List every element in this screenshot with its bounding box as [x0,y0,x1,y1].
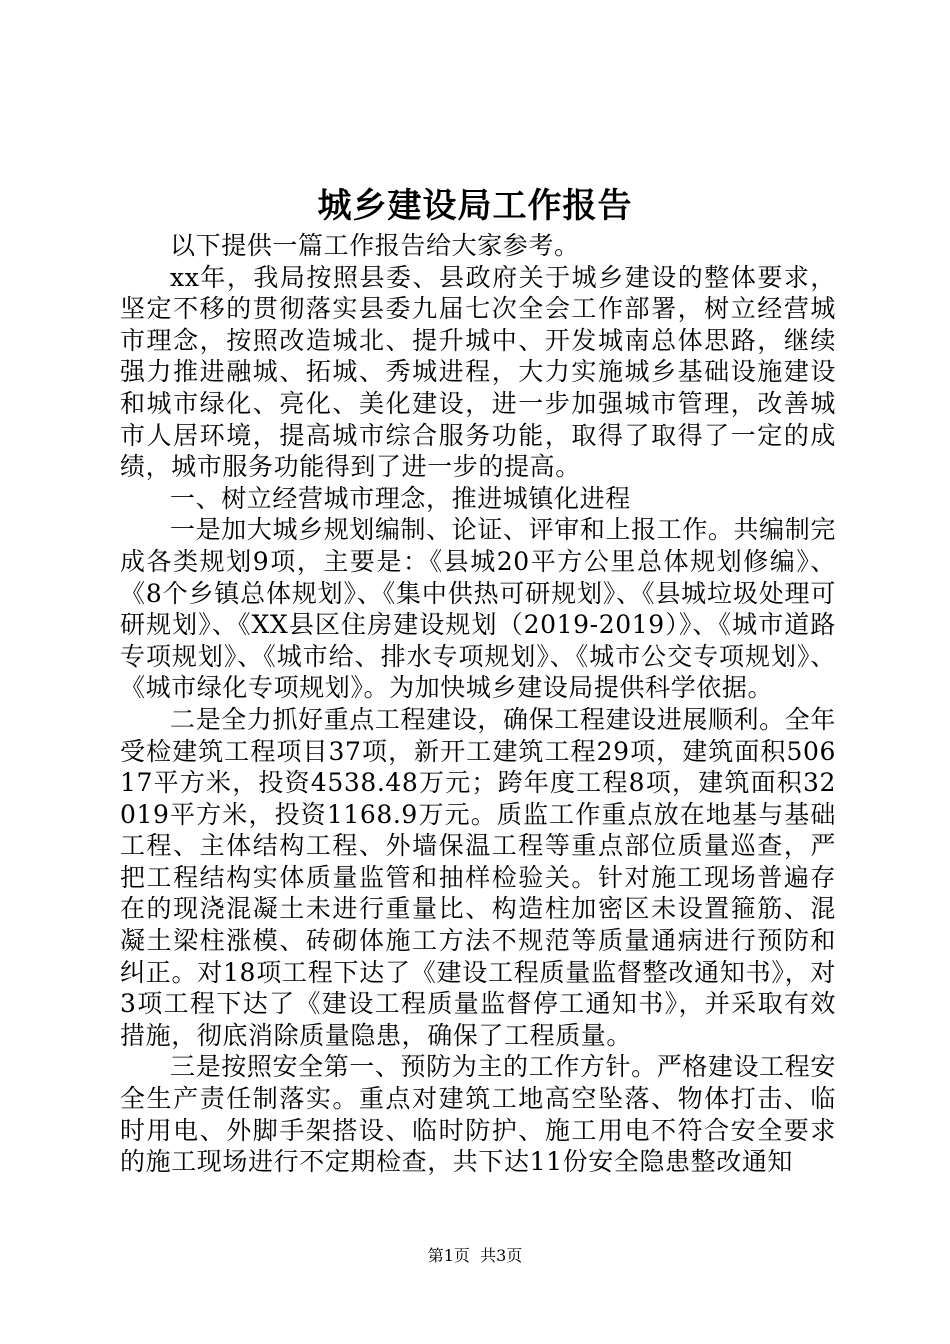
page-footer [0,1244,950,1268]
page-number-total: 共3页 [480,1246,523,1265]
paragraph-safety: 三是按照安全第一、预防为主的工作方针。严格建设工程安全生产责任制落实。重点对建筑工地高空坠落、物体打击、临时用电、外脚手架搭设、临时防护、施工用电不符合安全要求的施工现场进行不定期检查，共下达11份安全隐患整改通知 [120,1052,836,1177]
paragraph-key-projects: 二是全力抓好重点工程建设，确保工程建设进展顺利。全年受检建筑工程项目37项，新开工建筑工程29项，建筑面积50617平方米，投资4538.48万元；跨年度工程8项，建筑面积32019平方米，投资1168.9万元。质监工作重点放在地基与基础工程、主体结构工程、外墙保温工程等重点部位质量巡查，严把工程结构实体质量监管和抽样检验关。针对施工现场普遍存在的现浇混凝土未进行重量比、构造柱加密区未设置箍筋、混凝土梁柱涨模、砖砌体施工方法不规范等质量通病进行预防和纠正。对18项工程下达了《建设工程质量监督整改通知书》，对3项工程下达了《建设工程质量监督停工通知书》，并采取有效措施，彻底消除质量隐患，确保了工程质量。 [120,704,836,1050]
footer-spacer [470,1246,480,1265]
document-title: 城乡建设局工作报告 [317,186,633,226]
paragraph-intro: 以下提供一篇工作报告给大家参考。 [170,231,580,260]
section-heading-1: 一、树立经营城市理念，推进城镇化进程 [170,483,631,513]
document-body [120,230,836,1178]
paragraph-planning: 一是加大城乡规划编制、论证、评审和上报工作。共编制完成各类规划9项，主要是：《县城20平方公里总体规划修编》、《8个乡镇总体规划》、《集中供热可研规划》、《县城垃圾处理可研规划》、《XX县区住房建设规划（2019-2019）》、《城市道路专项规划》、《城市给、排水专项规划》、《城市公交专项规划》、《城市绿化专项规划》。为加快城乡建设局提供科学依据。 [120,515,836,703]
page-number-current: 第1页 [427,1246,470,1265]
paragraph-overview: xx年，我局按照县委、县政府关于城乡建设的整体要求，坚定不移的贯彻落实县委九届七次全会工作部署，树立经营城市理念，按照改造城北、提升城中、开发城南总体思路，继续强力推进融城、拓城、秀城进程，大力实施城乡基础设施建设和城市绿化、亮化、美化建设，进一步加强城市管理，改善城市人居环境，提高城市综合服务功能，取得了取得了一定的成绩，城市服务功能得到了进一步的提高。 [120,262,836,482]
